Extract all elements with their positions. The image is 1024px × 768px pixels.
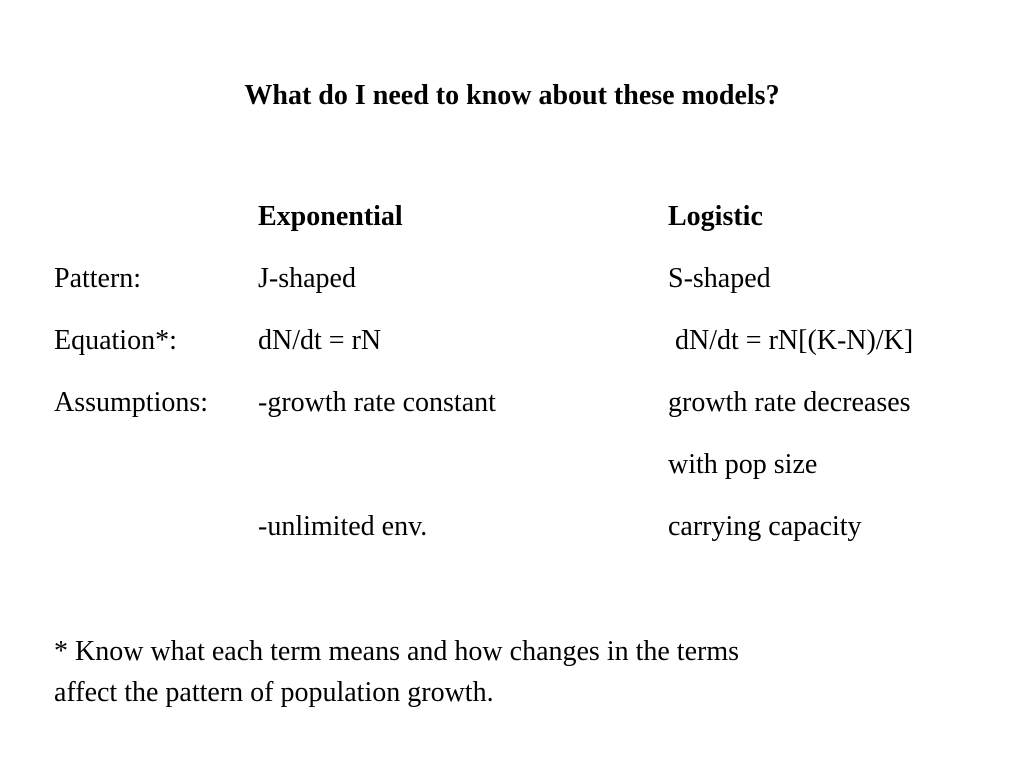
logistic-equation: dN/dt = rN[(K-N)/K] [668, 325, 914, 356]
header-exponential: Exponential [258, 201, 403, 232]
logistic-pattern: S-shaped [668, 263, 771, 294]
row-label-assumptions: Assumptions: [54, 387, 209, 418]
footnote-line-2: affect the pattern of population growth. [54, 677, 494, 708]
header-logistic: Logistic [668, 201, 763, 232]
exponential-assumption-1: -growth rate constant [258, 387, 496, 418]
logistic-assumption-1: growth rate decreases [668, 387, 911, 418]
exponential-assumption-2: -unlimited env. [258, 511, 428, 542]
logistic-assumption-1-cont: with pop size [668, 449, 818, 480]
exponential-equation: dN/dt = rN [258, 325, 382, 356]
footnote-line-1: * Know what each term means and how changes in the terms [54, 636, 740, 667]
footnote [54, 631, 954, 713]
row-label-pattern: Pattern: [54, 263, 142, 294]
slide-title: What do I need to know about these models? [244, 80, 780, 111]
row-label-equation: Equation*: [54, 325, 177, 356]
exponential-pattern: J-shaped [258, 263, 356, 294]
logistic-assumption-2: carrying capacity [668, 511, 862, 542]
